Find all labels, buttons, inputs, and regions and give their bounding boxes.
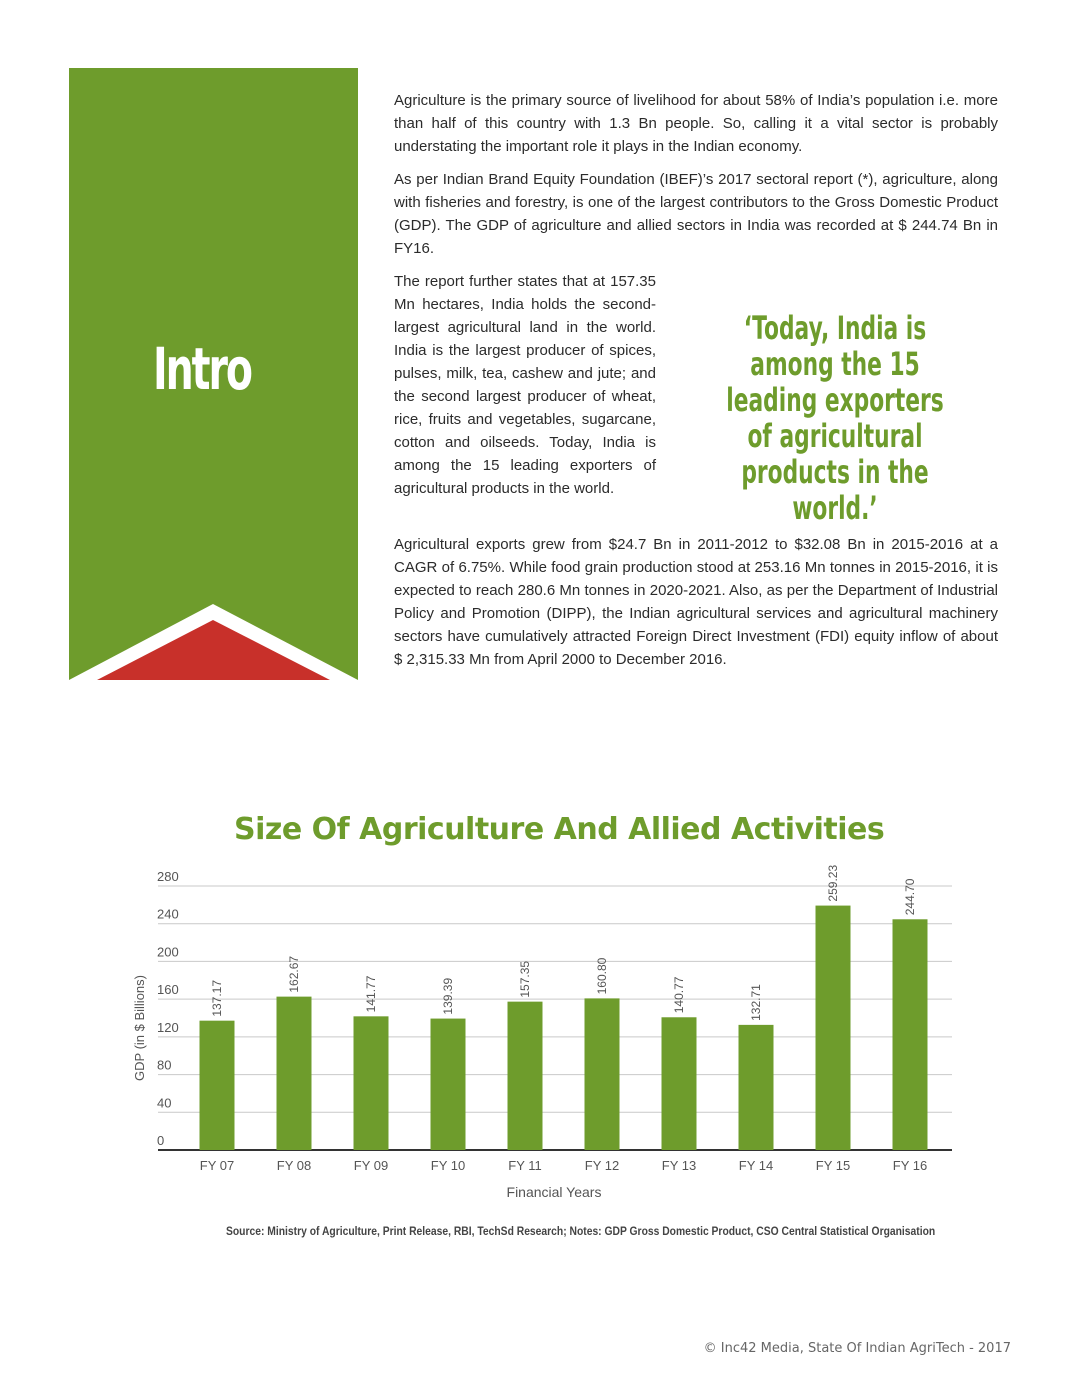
roof-graphic [69, 580, 358, 680]
bar-value-label: 157.35 [518, 960, 532, 998]
bar [816, 906, 851, 1150]
bar-value-label: 139.39 [441, 977, 455, 1015]
y-tick-label: 0 [157, 1133, 165, 1148]
bar [431, 1019, 466, 1150]
bar-value-label: 244.70 [903, 878, 917, 916]
bar [662, 1017, 697, 1150]
bar-value-label: 141.77 [364, 975, 378, 1013]
page-footer: © Inc42 Media, State Of Indian AgriTech - 2017 [703, 1341, 1011, 1356]
y-tick-label: 240 [157, 906, 179, 922]
x-tick-label: FY 10 [430, 1158, 466, 1173]
x-tick-label: FY 14 [738, 1158, 774, 1173]
y-tick-label: 40 [157, 1095, 172, 1111]
y-tick-label: 280 [157, 869, 179, 884]
x-tick-label: FY 16 [892, 1158, 928, 1173]
bar [585, 998, 620, 1150]
bar [739, 1025, 774, 1150]
x-tick-label: FY 08 [276, 1158, 312, 1173]
paragraph-land-production: The report further states that at 157.35 Mn hectares, India holds the second-largest agricultural land in the world. India is the largest producer of spices, pulses, milk, tea, cashew and jute; and the second largest producer of wheat, rice, fruits and vegetables, sugarcane, cotton and oilseeds. Today, India is among the 15 leading exporters of agricultural products in the world. [394, 273, 656, 497]
paragraph-livelihood: Agriculture is the primary source of livelihood for about 58% of India’s population i.e. more than half of this country with 1.3 Bn people. So, calling it a vital sector is probably understating the important role it plays in the Indian economy. [394, 92, 998, 155]
y-tick-label: 80 [157, 1057, 172, 1073]
chart-title: Size Of Agriculture And Allied Activities [234, 812, 885, 847]
y-tick-label: 120 [157, 1019, 179, 1035]
bar-value-label: 160.80 [595, 957, 609, 995]
y-tick-label: 200 [157, 944, 179, 960]
bar [200, 1021, 235, 1150]
x-tick-label: FY 11 [508, 1158, 542, 1173]
x-tick-label: FY 07 [199, 1158, 235, 1173]
bar [508, 1002, 543, 1150]
bar-value-label: 259.23 [826, 864, 840, 902]
y-tick-label: 160 [157, 982, 179, 998]
bar-value-label: 162.67 [287, 955, 301, 993]
paragraph-ibef-report: As per Indian Brand Equity Foundation (IBEF)’s 2017 sectoral report (*), agriculture, along with fisheries and forestry, is one of the largest contributors to the Gross Domestic Product (GDP). The GDP of agriculture and allied sectors in India was recorded at $ 244.74 Bn in FY16. [394, 171, 998, 257]
gdp-bar-chart [120, 860, 970, 1210]
x-tick-label: FY 09 [353, 1158, 389, 1173]
bar-value-label: 137.17 [210, 979, 224, 1017]
x-tick-label: FY 13 [661, 1158, 697, 1173]
x-tick-label: FY 12 [584, 1158, 620, 1173]
paragraph-exports: Agricultural exports grew from $24.7 Bn in 2011-2012 to $32.08 Bn in 2015-2016 at a CAGR of 6.75%. While food grain production stood at 253.16 Mn tonnes in 2015-2016, it is expected to reach 280.6 Mn tonnes in 2020-2021. Also, as per the Department of Industrial Policy and Promotion (DIPP), the Indian agricultural services and agricultural machinery sectors have cumulatively attracted Foreign Direct Investment (FDI) equity inflow of about $ 2,315.33 Mn from April 2000 to December 2016. [394, 536, 998, 668]
x-tick-label: FY 15 [815, 1158, 851, 1173]
y-axis-label: GDP (in $ Billions) [132, 975, 147, 1081]
bar [277, 997, 312, 1150]
pull-quote: ‘Today, India is among the 15 leading exporters of agricultural products in the world.’ [726, 309, 944, 527]
source-note: Source: Ministry of Agriculture, Print Release, RBI, TechSd Research; Notes: GDP Gross Domestic Product, CSO Central Statistical Organisation [226, 1224, 936, 1238]
intro-sidebar [69, 68, 358, 680]
bar [893, 919, 928, 1150]
bar [354, 1016, 389, 1150]
intro-heading: Intro [153, 335, 251, 403]
x-axis-label: Financial Years [506, 1184, 602, 1200]
bar-value-label: 132.71 [749, 984, 763, 1021]
bar-value-label: 140.77 [672, 976, 686, 1014]
